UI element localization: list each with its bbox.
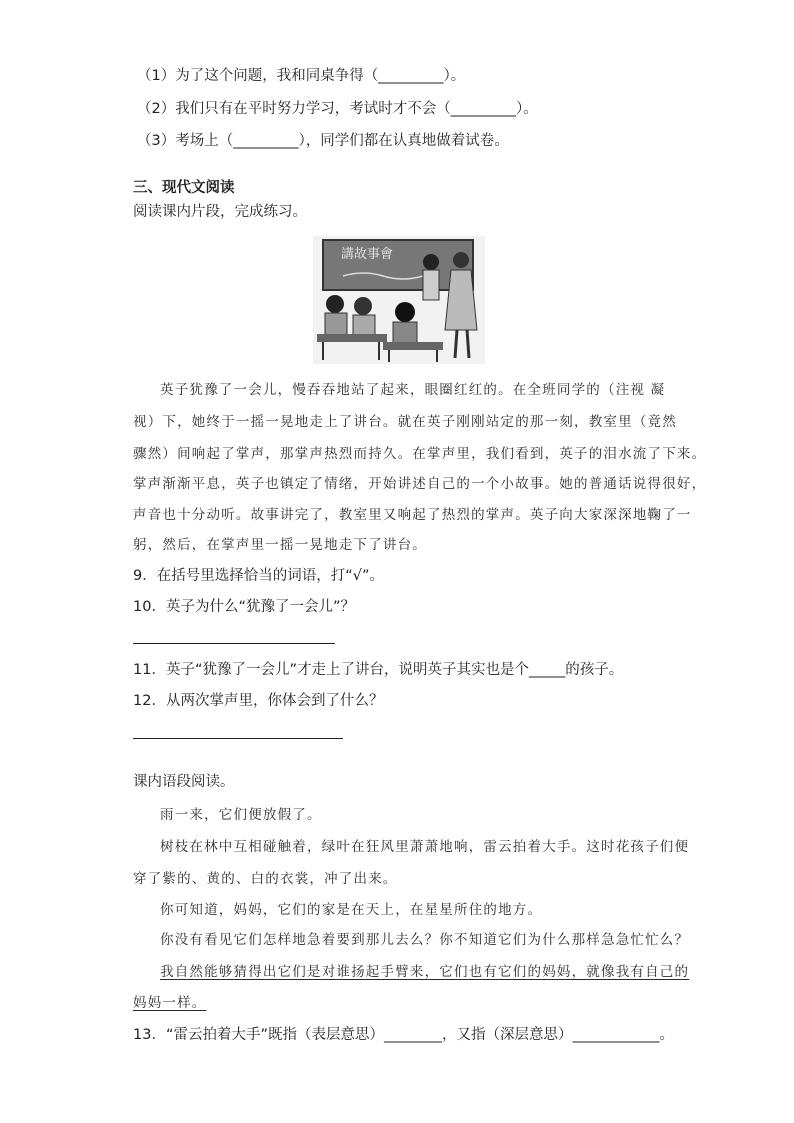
classroom-storytelling-illustration (313, 236, 485, 364)
blackboard-title: 講故事會 (341, 247, 394, 262)
poem-line-2: 树枝在林中互相碰触着，绿叶在狂风里萧萧地响，雷云拍着大手。这时花孩子们便 (160, 839, 690, 855)
poem-line-4: 你可知道，妈妈，它们的家是在天上，在星星所住的地方。 (160, 902, 543, 918)
section-instruction-text-reading: 课内语段阅读。 (133, 774, 235, 790)
fill-blank-item-2: （2）我们只有在平时努力学习，考试时才不会（_________）。 (137, 101, 538, 117)
passage-line-6: 躬，然后，在掌声里一摇一晃地走下了讲台。 (133, 537, 427, 553)
passage-line-3: 骤然）间响起了掌声，那掌声热烈而持久。在掌声里，我们看到，英子的泪水流了下来。 (133, 446, 707, 462)
question-13: 13．“雷云拍着大手”既指（表层意思）________，又指（深层意思）____________。 (133, 1027, 674, 1043)
poem-line-6: 我自然能够猜得出它们是对谁扬起手臂来，它们也有它们的妈妈，就像我有自己的 (160, 964, 690, 980)
passage-line-5: 声音也十分动听。故事讲完了，教室里又响起了热烈的掌声。英子向大家深深地鞠了一 (133, 507, 692, 523)
question-9: 9．在括号里选择恰当的词语，打“√”。 (133, 568, 384, 584)
fill-blank-item-1: （1）为了这个问题，我和同桌争得（_________）。 (137, 68, 466, 84)
poem-line-1: 雨一来，它们便放假了。 (160, 807, 322, 823)
answer-line-10[interactable] (133, 643, 335, 644)
section-heading-modern-reading: 三、现代文阅读 (133, 180, 235, 196)
answer-line-12[interactable] (133, 738, 343, 739)
passage-line-1: 英子犹豫了一会儿，慢吞吞地站了起来，眼圈红红的。在全班同学的（注视 凝 (160, 382, 666, 398)
reading-instruction: 阅读课内片段，完成练习。 (133, 204, 307, 220)
question-10: 10．英子为什么“犹豫了一会儿”？ (133, 599, 355, 615)
poem-line-3: 穿了紫的、黄的、白的衣裳，冲了出来。 (133, 871, 398, 887)
question-11: 11．英子“犹豫了一会儿”才走上了讲台，说明英子其实也是个_____的孩子。 (133, 662, 624, 678)
passage-line-4: 掌声渐渐平息，英子也镇定了情绪，开始讲述自己的一个小故事。她的普通话说得很好， (133, 476, 707, 492)
poem-line-7: 妈妈一样。 (133, 995, 207, 1011)
passage-line-2: 视）下，她终于一摇一晃地走上了讲台。就在英子刚刚站定的那一刻，教室里（竟然 (133, 414, 677, 430)
question-12: 12．从两次掌声里，你体会到了什么？ (133, 693, 384, 709)
poem-line-5: 你没有看见它们怎样地急着要到那儿去么？你不知道它们为什么那样急急忙忙么？ (160, 932, 690, 948)
fill-blank-item-3: （3）考场上（_________），同学们都在认真地做着试卷。 (137, 133, 509, 149)
